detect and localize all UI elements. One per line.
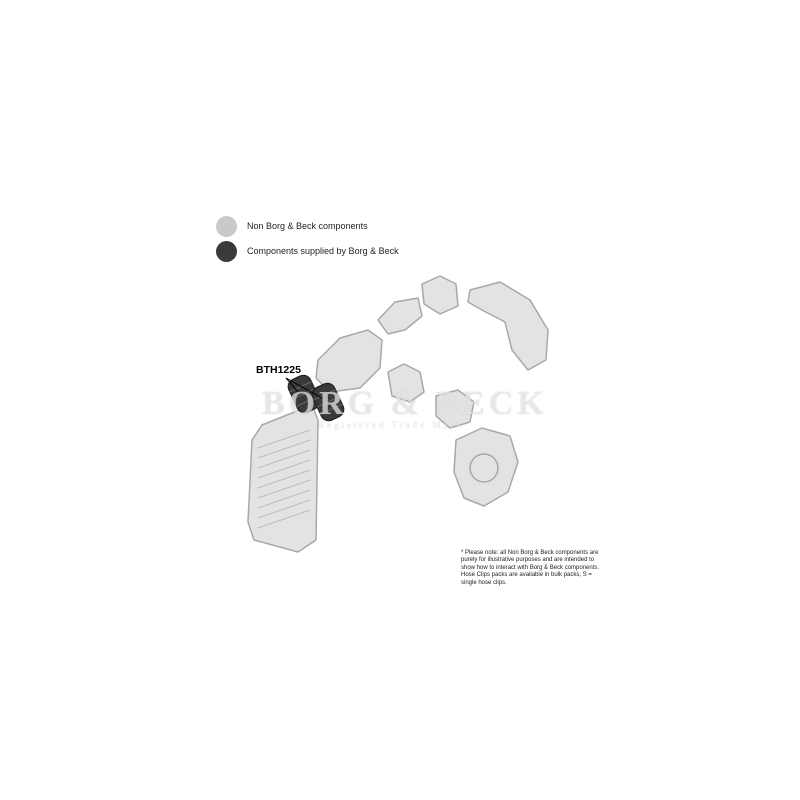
legend-label-borg: Components supplied by Borg & Beck (247, 246, 399, 256)
part-number-label: BTH1225 (256, 364, 301, 376)
disclaimer-note: * Please note: all Non Borg & Beck components are purely for illustrative purposes and are intended to show how to interact with Borg & Beck components. Hose Clips packs are available in bulk packs, S = single hose clips. (461, 550, 600, 586)
intake-pipe-upper (316, 330, 382, 392)
legend-label-non-borg: Non Borg & Beck components (247, 221, 368, 231)
watermark-subtitle: Registered Trade Mark (318, 420, 464, 430)
intake-elbow (378, 298, 422, 334)
intercooler (248, 405, 318, 552)
air-intake-manifold (468, 282, 548, 370)
turbo-housing-circle (470, 454, 498, 482)
watermark-logo: BORG & BECK (262, 385, 548, 422)
throttle-body (422, 276, 458, 314)
